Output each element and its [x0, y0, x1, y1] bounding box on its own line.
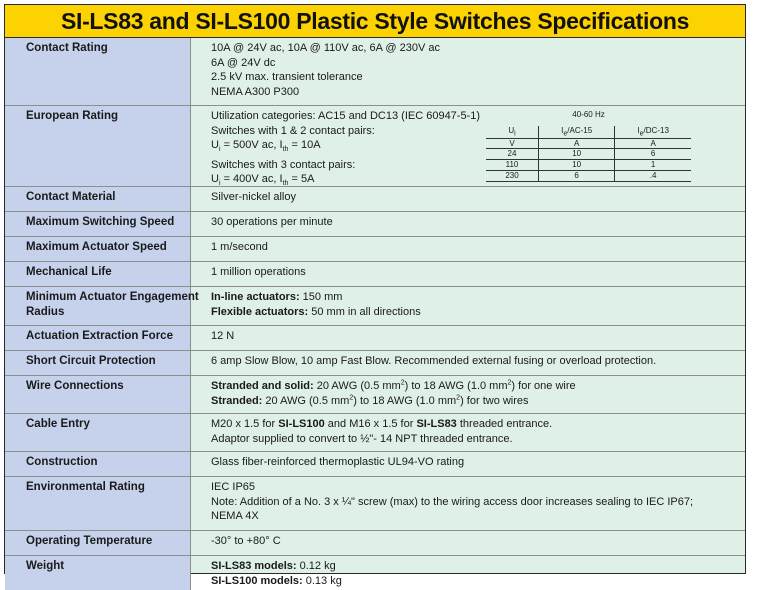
spec-row-extraction-force [5, 326, 745, 351]
spec-row-max-actuator-speed [5, 237, 745, 262]
spec-row-wire-connections [5, 376, 745, 414]
frequency-header: 40-60 Hz [572, 110, 605, 119]
spec-row-construction [5, 452, 745, 477]
spec-label: Operating Temperature [5, 531, 191, 555]
spec-row-environmental-rating [5, 477, 745, 531]
spec-value [191, 106, 745, 186]
spec-row-contact-rating [5, 38, 745, 106]
spec-value: 1 million operations [211, 266, 306, 278]
value-line: Note: Addition of a No. 3 x ¼" screw (max) to the wiring access door increases sealing to IEC IP67; [211, 495, 694, 508]
spec-value [191, 376, 745, 413]
value-line: Stranded and solid: 20 AWG (0.5 $mm^2$) to 18 AWG (1.0 $mm^2$) for one wire [211, 379, 576, 392]
table-unit-row: V A A [486, 139, 691, 149]
spec-row-european-rating [5, 106, 745, 187]
spec-row-min-actuator-radius [5, 287, 745, 326]
value-line: Stranded: 20 AWG (0.5 $mm^2$) to 18 AWG (1.0 $mm^2$) for two wires [211, 393, 529, 407]
value-line: NEMA 4X [211, 510, 259, 522]
value-line: Flexible actuators: 50 mm in all directions [211, 305, 421, 318]
spec-value: 6 amp Slow Blow, 10 amp Fast Blow. Recommended external fusing or overload protection. [211, 355, 657, 367]
spec-sheet [4, 4, 746, 587]
spec-value: -30° to +80° C [211, 535, 281, 547]
value-line: Switches with 1 & 2 contact pairs: [211, 124, 375, 137]
value-line: IEC IP65 [211, 481, 256, 493]
value-line: 6A @ 24V dc [211, 56, 276, 69]
spec-label: Maximum Switching Speed [5, 212, 191, 236]
spec-row-operating-temperature [5, 531, 745, 556]
table-row: 24 10 6 [486, 149, 691, 160]
spec-label: Cable Entry [5, 414, 191, 451]
spec-value [191, 556, 745, 590]
value-line: 2.5 kV max. transient tolerance [211, 71, 363, 83]
title-bar [5, 5, 745, 38]
spec-row-weight [5, 556, 745, 590]
value-line: NEMA A300 P300 [211, 85, 300, 98]
rating-mini-table [486, 108, 691, 182]
spec-label: Wire Connections [5, 376, 191, 413]
spec-label: Maximum Actuator Speed [5, 237, 191, 261]
value-line: SI-LS100 models: 0.13 kg [211, 574, 342, 587]
spec-label: Mechanical Life [5, 262, 191, 286]
value-line: SI-LS83 models: 0.12 kg [211, 560, 336, 572]
spec-value: 30 operations per minute [211, 216, 333, 228]
spec-value: 12 N [211, 330, 235, 342]
spec-row-mechanical-life [5, 262, 745, 287]
value-line: $U_i = 400V$ ac, $I_{th} = 5A$ [211, 173, 315, 188]
spec-label: European Rating [5, 106, 191, 186]
page-title: SI-LS83 and SI-LS100 Plastic Style Switches Specifications [60, 7, 690, 34]
table-row: 110 10 1 [486, 160, 691, 171]
value-line: Utilization categories: AC15 and DC13 (IEC 60947-5-1) [211, 110, 481, 122]
rating-table [486, 126, 691, 183]
spec-label: Environmental Rating [5, 477, 191, 530]
spec-label: Short Circuit Protection [5, 351, 191, 375]
spec-value: Silver-nickel alloy [211, 191, 296, 203]
spec-row-max-switching-speed [5, 212, 745, 237]
spec-value [191, 477, 745, 530]
value-line: Switches with 3 contact pairs: [211, 158, 356, 171]
spec-row-short-circuit [5, 351, 745, 376]
value-line: 10A @ 24V ac, 10A @ 110V ac, 6A @ 230V ac [211, 42, 440, 54]
spec-row-cable-entry [5, 414, 745, 452]
spec-value [191, 414, 745, 451]
value-line: $U_i = 500V$ ac, $I_{th} = 10A$ [211, 139, 321, 154]
spec-value: Glass fiber-reinforced thermoplastic UL94-VO rating [211, 456, 465, 468]
table-header-row: $U_i$ $I_e/AC-15$ $I_e/DC-13$ [486, 126, 691, 139]
value-line: M20 x 1.5 for SI-LS100 and M16 x 1.5 for SI-LS83 threaded entrance. [211, 418, 553, 430]
spec-label: Minimum Actuator Engagement Radius [5, 287, 191, 325]
spec-label: Construction [5, 452, 191, 476]
spec-value [191, 287, 745, 325]
spec-label: Contact Material [5, 187, 191, 211]
spec-label: Contact Rating [5, 38, 191, 105]
table-row: 230 6 .4 [486, 171, 691, 182]
spec-label: Actuation Extraction Force [5, 326, 191, 350]
spec-value [191, 38, 745, 105]
value-line: In-line actuators: 150 mm [211, 291, 343, 303]
spec-value: 1 m/second [211, 241, 268, 253]
value-line: Adaptor supplied to convert to ½"- 14 NPT threaded entrance. [211, 432, 513, 445]
spec-label: Weight [5, 556, 191, 590]
